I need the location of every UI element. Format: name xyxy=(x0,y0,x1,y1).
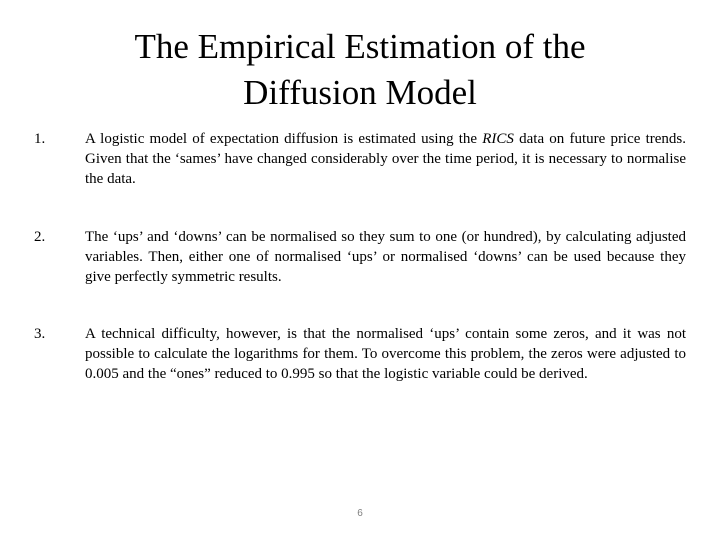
list-item-number: 3. xyxy=(34,326,46,342)
slide-title xyxy=(60,24,660,116)
list-item-text xyxy=(85,129,686,189)
list-item-text: A technical difficulty, however, is that the normalised ‘ups’ contain some zeros, and it was not possible to calculate the logarithms for them. To overcome this problem, the zeros were adjusted to 0.005 and the “ones” reduced to 0.995 so that the logistic variable could be derived. xyxy=(85,326,686,382)
page-number: 6 xyxy=(357,508,363,519)
list-item-number: 2. xyxy=(34,229,46,245)
list-item-number: 1. xyxy=(34,131,46,147)
list-item-text-after: data on future price trends. Given that the ‘sames’ have changed considerably over the time period, it is necessary to normalise the data. xyxy=(85,131,687,187)
slide-title-line-1: The Empirical Estimation of the xyxy=(134,27,586,66)
slide-title-line-2: Diffusion Model xyxy=(243,73,477,112)
list-item-text-before: A logistic model of expectation diffusion is estimated using the xyxy=(85,131,483,147)
rics-italic-text: RICS xyxy=(482,131,514,147)
list-item-text: The ‘ups’ and ‘downs’ can be normalised so they sum to one (or hundred), by calculating adjusted variables. Then, either one of normalised ‘ups’ or normalised ‘downs’ can be used because they give perfectly symmetric results. xyxy=(85,229,686,285)
